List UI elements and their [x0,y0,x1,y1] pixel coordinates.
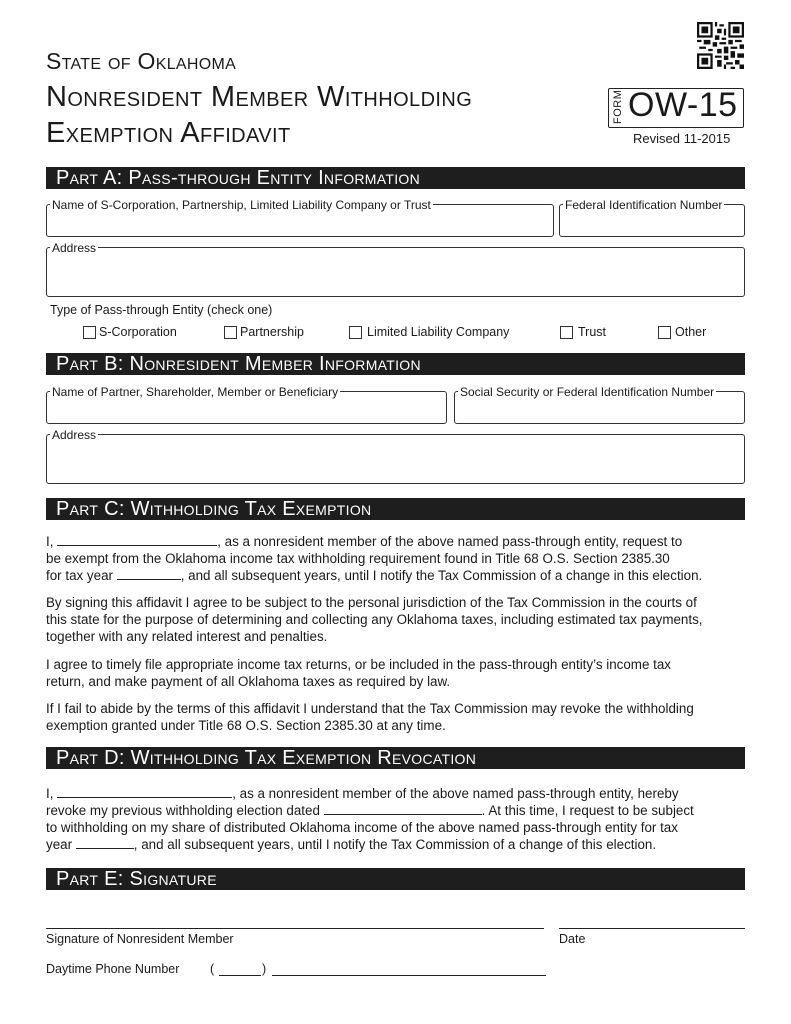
member-address-label: Address [52,428,97,442]
part-d-date-blank[interactable] [324,802,482,815]
checkbox-s-corporation[interactable] [83,326,96,339]
state-name: State of Oklahoma [46,48,237,74]
part-c-tax-year-blank[interactable] [117,567,181,580]
part-d-line1: , as a nonresident member of the above named pass-through entity, hereby [232,786,679,801]
part-c-para2-line3: together with any related interest and penalties. [46,629,328,644]
phone-label: Daytime Phone Number [46,962,180,976]
part-c-line2: be exempt from the Oklahoma income tax withholding requirement found in Title 68 O.S. Section 2385.30 [46,551,670,566]
checkbox-llc[interactable] [349,326,362,339]
part-c-para3-line1: I agree to timely file appropriate income tax returns, or be included in the pass-through entity’s income tax [46,657,671,672]
part-d-i: I, [46,786,54,801]
entity-address-label: Address [52,241,97,255]
option-other: Other [675,325,707,339]
part-d-year-blank[interactable] [76,836,134,849]
form-label: FORM [612,89,624,124]
form-title-line1: Nonresident Member Withholding [46,81,473,113]
phone-number-line[interactable] [272,975,546,976]
entity-name-label: Name of S-Corporation, Partnership, Limited Liability Company or Trust [52,198,431,212]
revision-date: Revised 11-2015 [633,131,731,146]
form-title-line2: Exemption Affidavit [46,117,291,149]
phone-paren-open: ( [210,962,215,976]
part-a-heading: Part A: Pass-through Entity Information [46,167,745,189]
member-ssn-label: Social Security or Federal Identification Number [460,385,715,399]
checkbox-other[interactable] [658,326,671,339]
checkbox-trust[interactable] [560,326,573,339]
date-line[interactable] [559,928,745,929]
option-trust: Trust [578,325,607,339]
part-c-tax-year-label: for tax year [46,568,113,583]
phone-paren-close: ) [262,962,267,976]
checkbox-partnership[interactable] [224,326,237,339]
member-address-field[interactable] [46,434,745,484]
part-e-heading: Part E: Signature [46,868,745,890]
part-d-heading: Part D: Withholding Tax Exemption Revocation [46,747,745,769]
option-partnership: Partnership [240,325,304,339]
part-d-line3: to withholding on my share of distributed Oklahoma income of the above named pass-through entity for tax [46,820,678,835]
part-d-year-label: year [46,837,73,852]
entity-address-field[interactable] [46,247,745,297]
part-c-line1: , as a nonresident member of the above named pass-through entity, request to [217,534,683,549]
part-c-i: I, [46,534,54,549]
option-llc: Limited Liability Company [367,325,510,339]
part-c-name-blank[interactable] [57,533,217,546]
part-c-para4-line2: exemption granted under Title 68 O.S. Section 2385.30 at any time. [46,718,446,733]
part-c-line3: , and all subsequent years, until I notify the Tax Commission of a change in this election. [180,568,703,583]
signature-label: Signature of Nonresident Member [46,932,234,946]
entity-type-label: Type of Pass-through Entity (check one) [50,303,273,317]
qr-code-icon [697,22,744,69]
signature-line[interactable] [46,928,544,929]
part-c-heading: Part C: Withholding Tax Exemption [46,498,745,520]
part-d-line2-end: . At this time, I request to be subject [481,803,694,818]
part-d-name-blank[interactable] [57,785,232,798]
part-c-para2-line2: this state for the purpose of determining and collecting any Oklahoma taxes, including estimated tax payments, [46,612,703,627]
part-d-line2-start: revoke my previous withholding election dated [46,803,320,818]
date-label: Date [559,932,586,946]
part-d-line4: , and all subsequent years, until I notify the Tax Commission of a change of this election. [133,837,657,852]
form-number: OW-15 [628,86,738,124]
phone-area-code-line[interactable] [219,975,261,976]
part-c-para3-line2: return, and make payment of all Oklahoma taxes as required by law. [46,674,451,689]
entity-fein-label: Federal Identification Number [565,198,723,212]
member-name-label: Name of Partner, Shareholder, Member or Beneficiary [52,385,339,399]
part-c-para4-line1: If I fail to abide by the terms of this affidavit I understand that the Tax Commission may revoke the withholding [46,701,694,716]
option-s-corporation: S-Corporation [99,325,177,339]
part-c-para2-line1: By signing this affidavit I agree to be subject to the personal jurisdiction of the Tax Commission in the courts of [46,595,697,610]
part-b-heading: Part B: Nonresident Member Information [46,353,745,375]
